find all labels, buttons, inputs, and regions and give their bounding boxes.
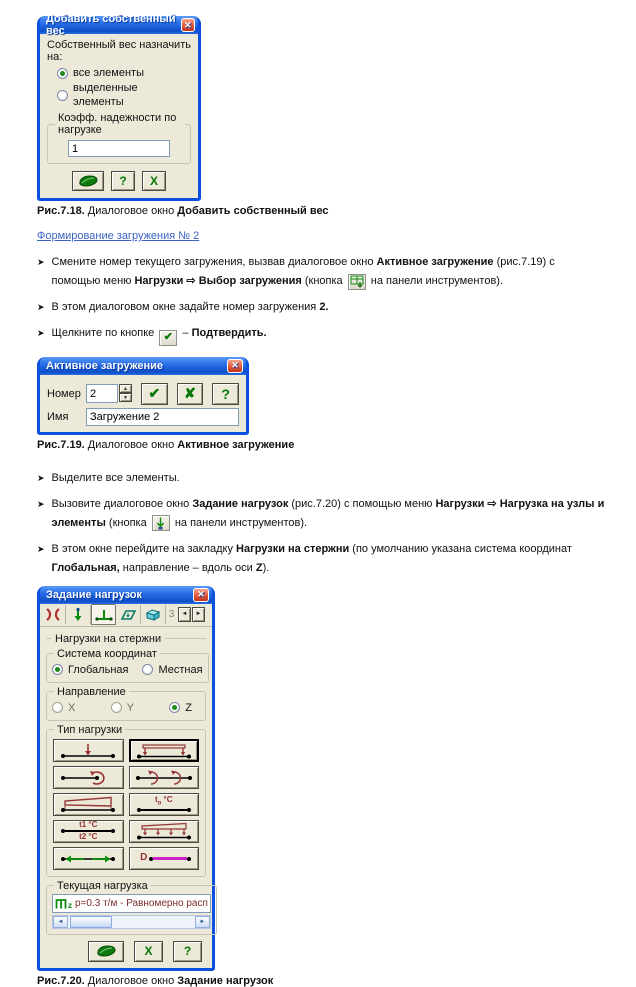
load-type-axial-button[interactable] bbox=[53, 847, 124, 870]
load-type-trapezoidal-distributed-button[interactable] bbox=[129, 820, 200, 843]
link-form-loadcase-2[interactable]: Формирование загружения № 2 bbox=[37, 230, 200, 242]
apply-button[interactable] bbox=[88, 941, 124, 962]
radio-global-coords[interactable] bbox=[52, 663, 128, 677]
trapezoidal-distributed-load-icon bbox=[133, 822, 195, 841]
scroll-thumb[interactable] bbox=[70, 916, 112, 928]
coeff-groupbox bbox=[47, 112, 191, 164]
radio-all-elements-label: все элементы bbox=[73, 67, 145, 79]
confirm-button[interactable]: ✔ bbox=[141, 383, 168, 405]
radio-selected-icon bbox=[57, 68, 68, 79]
load-type-label: Тип нагрузки bbox=[57, 723, 123, 736]
scroll-track[interactable] bbox=[68, 916, 195, 928]
radio-selected-elements-label: выделенные элементы bbox=[73, 82, 138, 108]
instruction-text: Смените номер текущего загружения, вызвав диалоговое окно Активное загружение (рис.7.19) с помощью меню Нагрузки ⇨ Выбор загружения (кнопка на панели инструментов). bbox=[52, 253, 605, 291]
bars-section-label: Нагрузки на стержни bbox=[46, 633, 206, 645]
coeff-input[interactable] bbox=[68, 140, 170, 157]
scroll-left-icon[interactable]: ◄ bbox=[53, 916, 68, 928]
loadcase-name-input[interactable] bbox=[86, 408, 239, 426]
concentrated-force-icon bbox=[57, 741, 119, 760]
select-loadcase-icon[interactable] bbox=[348, 274, 366, 290]
caption-number: Рис.7.18. bbox=[37, 205, 85, 217]
radio-direction-y[interactable] bbox=[111, 701, 134, 715]
tab-overflow[interactable]: 3 bbox=[168, 608, 175, 620]
current-load-label: Текущая нагрузка bbox=[57, 879, 148, 892]
beam-glyph bbox=[141, 809, 187, 811]
caption-number: Рис.7.19. bbox=[37, 438, 85, 451]
help-button[interactable]: ? bbox=[173, 941, 202, 962]
close-icon[interactable]: ✕ bbox=[193, 588, 209, 602]
instruction-list bbox=[37, 253, 605, 346]
load-type-concentrated-moment-button[interactable] bbox=[53, 766, 124, 789]
uniform-distributed-load-icon bbox=[133, 741, 195, 760]
load-type-groupbox bbox=[46, 724, 206, 877]
radio-all-elements[interactable] bbox=[57, 66, 191, 80]
confirm-icon[interactable]: ✔ bbox=[159, 330, 177, 346]
beam-glyph bbox=[153, 857, 187, 860]
figure-caption-7-18 bbox=[37, 205, 618, 217]
concentrated-moment-icon bbox=[57, 768, 119, 787]
coord-system-label: Система координат bbox=[57, 647, 157, 660]
dialog-active-load bbox=[37, 357, 249, 435]
cancel-button[interactable]: X bbox=[142, 171, 166, 191]
bullet-icon: ➤ bbox=[37, 302, 45, 312]
tab-plate-loads[interactable] bbox=[116, 605, 141, 624]
radio-unselected-icon bbox=[57, 90, 68, 101]
caption-text: Диалоговое окно bbox=[84, 205, 178, 217]
uniform-temperature-icon: $t_o$ °C bbox=[154, 795, 173, 807]
remove-load-icon bbox=[45, 607, 61, 622]
load-on-nodes-icon[interactable] bbox=[152, 515, 170, 531]
radio-selected-icon bbox=[52, 664, 63, 675]
dialog-titlebar[interactable] bbox=[40, 13, 198, 37]
radio-direction-x[interactable] bbox=[52, 701, 75, 715]
assign-weight-prompt: Собственный вес назначить на: bbox=[47, 39, 191, 63]
axial-load-icon bbox=[57, 849, 119, 868]
coeff-group-label: Коэфф. надежности по нагрузке bbox=[58, 112, 177, 136]
dialog-title: Задание нагрузок bbox=[46, 588, 142, 601]
loadcase-number-stepper bbox=[86, 384, 132, 403]
dialog-title: Добавить собственный вес bbox=[46, 13, 176, 37]
bullet-icon: ➤ bbox=[37, 543, 45, 554]
apply-icon bbox=[95, 944, 117, 958]
tab-bar-loads[interactable] bbox=[91, 604, 116, 625]
current-load-scrollbar bbox=[52, 915, 211, 929]
distributed-load-icon: z bbox=[55, 898, 72, 909]
tab-scroll-left-button[interactable]: ◄ bbox=[178, 607, 191, 622]
radio-direction-z[interactable] bbox=[169, 701, 192, 715]
dialog-titlebar[interactable] bbox=[40, 586, 212, 604]
radio-y-label: Y bbox=[126, 701, 134, 714]
close-icon[interactable]: ✕ bbox=[227, 359, 243, 373]
plate-load-icon bbox=[119, 607, 137, 622]
dialog-title: Активное загружение bbox=[46, 359, 164, 372]
instruction-item bbox=[37, 253, 605, 291]
load-type-displacement-button[interactable] bbox=[129, 847, 200, 870]
instruction-list bbox=[37, 469, 605, 578]
displacement-icon: D bbox=[140, 852, 148, 863]
help-button[interactable]: ? bbox=[111, 171, 135, 191]
caption-dialog-name: Задание нагрузок bbox=[177, 974, 274, 987]
number-label: Номер bbox=[47, 387, 81, 400]
radio-unselected-icon bbox=[142, 664, 153, 675]
load-target-tabs bbox=[40, 604, 212, 627]
cancel-button[interactable]: ✘ bbox=[177, 383, 204, 405]
instruction-text: Выделите все элементы. bbox=[51, 471, 180, 484]
tab-remove-load[interactable] bbox=[41, 605, 66, 624]
help-button[interactable]: ? bbox=[212, 383, 239, 405]
dialog-titlebar[interactable] bbox=[40, 357, 246, 375]
temperature-gradient-icon: t1 °C bbox=[79, 820, 98, 829]
current-load-groupbox bbox=[46, 880, 217, 935]
load-type-two-moments-button[interactable] bbox=[129, 766, 200, 789]
instruction-text: В этом окне перейдите на закладку Нагрузки на стержни (по умолчанию указана система координат Глобальная, направление – вдоль оси Z). bbox=[51, 542, 572, 574]
caption-number: Рис.7.20. bbox=[37, 974, 85, 987]
coord-system-groupbox bbox=[46, 648, 209, 683]
radio-z-label: Z bbox=[185, 701, 192, 714]
figure-caption-7-19 bbox=[37, 439, 618, 451]
figure-caption-7-20 bbox=[37, 975, 618, 987]
tab-node-loads[interactable] bbox=[66, 605, 91, 624]
two-moments-icon bbox=[133, 768, 195, 787]
load-type-concentrated-force-button[interactable] bbox=[53, 739, 124, 762]
apply-button[interactable] bbox=[72, 171, 104, 191]
spin-up-icon[interactable]: ▲ bbox=[119, 384, 132, 393]
bullet-icon: ➤ bbox=[37, 472, 45, 483]
direction-label: Направление bbox=[57, 685, 126, 698]
radio-x-label: X bbox=[68, 701, 76, 714]
tab-scroll-right-button[interactable]: ► bbox=[192, 607, 205, 622]
trapezoidal-load-icon bbox=[57, 795, 119, 814]
radio-local-coords[interactable] bbox=[142, 663, 202, 677]
instruction-item bbox=[37, 495, 605, 533]
dialog-load-assignment bbox=[37, 586, 215, 971]
instruction-item bbox=[37, 469, 605, 488]
radio-global-label: Глобальная bbox=[68, 663, 129, 676]
number-input[interactable] bbox=[86, 384, 118, 403]
dialog-add-self-weight bbox=[37, 13, 201, 201]
radio-unselected-icon bbox=[111, 702, 122, 713]
current-load-list[interactable] bbox=[52, 894, 211, 913]
load-type-grid bbox=[52, 738, 200, 871]
caption-dialog-name: Добавить собственный вес bbox=[177, 205, 329, 217]
name-label: Имя bbox=[47, 410, 69, 423]
node-load-icon bbox=[70, 607, 86, 622]
current-load-item: p=0.3 т/м - Равномерно расп bbox=[75, 897, 208, 909]
radio-local-label: Местная bbox=[158, 663, 203, 676]
load-type-uniform-temperature-button[interactable] bbox=[129, 793, 200, 816]
instruction-text: Вызовите диалоговое окно Задание нагрузок (рис.7.20) с помощью меню Нагрузки ⇨ Нагрузка на узлы и элементы (кнопка на панели инструментов). bbox=[52, 495, 605, 533]
close-icon[interactable]: ✕ bbox=[181, 18, 195, 32]
radio-selected-icon bbox=[169, 702, 180, 713]
radio-selected-elements[interactable] bbox=[57, 81, 191, 109]
scroll-right-icon[interactable]: ► bbox=[195, 916, 210, 928]
apply-icon bbox=[77, 174, 99, 188]
solid-load-icon bbox=[144, 607, 162, 622]
cancel-button[interactable]: X bbox=[134, 941, 163, 962]
instruction-item bbox=[37, 324, 605, 346]
instruction-item bbox=[37, 298, 605, 317]
caption-text: Диалоговое окно bbox=[84, 438, 178, 451]
radio-unselected-icon bbox=[52, 702, 63, 713]
instruction-text: В этом диалоговом окне задайте номер загружения 2. bbox=[51, 301, 329, 313]
tab-solid-loads[interactable] bbox=[141, 605, 166, 624]
instruction-item bbox=[37, 540, 605, 578]
bullet-icon: ➤ bbox=[37, 257, 45, 267]
caption-dialog-name: Активное загружение bbox=[177, 438, 295, 451]
direction-groupbox bbox=[46, 686, 206, 721]
beam-glyph bbox=[65, 830, 111, 832]
spin-down-icon[interactable]: ▼ bbox=[119, 393, 132, 402]
load-type-uniform-distributed-button[interactable] bbox=[129, 739, 200, 762]
caption-text: Диалоговое окно bbox=[84, 974, 178, 987]
instruction-text: Щелкните по кнопке ✔ – Подтвердить. bbox=[52, 324, 267, 346]
bullet-icon: ➤ bbox=[37, 498, 45, 509]
bar-load-icon bbox=[95, 607, 113, 622]
load-type-trapezoidal-button[interactable] bbox=[53, 793, 124, 816]
bullet-icon: ➤ bbox=[37, 328, 45, 338]
load-type-temperature-gradient-button[interactable]: t1 °C t2 °C bbox=[53, 820, 124, 843]
